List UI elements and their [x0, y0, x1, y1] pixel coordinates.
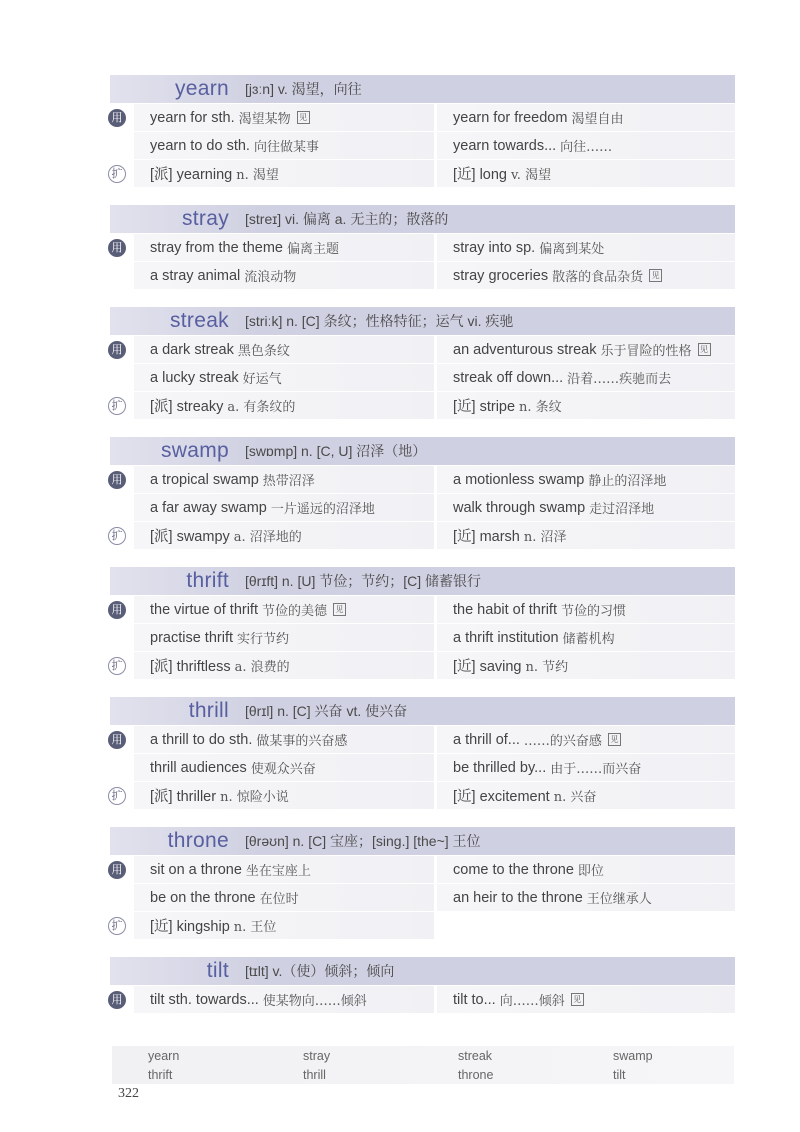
phrase-cell [134, 392, 434, 419]
usage-row [110, 132, 735, 159]
phrase-cell [437, 726, 735, 753]
extension-tag-icon: 扩 [108, 917, 126, 935]
phrase-english: an adventurous streak [453, 341, 597, 358]
phrase-chinese: a. 沼泽地的 [233, 530, 302, 545]
phrase-english: an heir to the throne [453, 889, 583, 906]
entry-swamp [110, 437, 735, 549]
phrase-chinese: n. 条纹 [519, 400, 562, 415]
summary-row [112, 1065, 734, 1084]
definition: [tɪlt] v.（使）倾斜；倾向 [245, 963, 395, 979]
phrase-english: [派] yearning [150, 167, 233, 183]
phrase-cell [134, 262, 434, 289]
usage-row [110, 262, 735, 289]
entry-header [110, 437, 735, 465]
usage-row [110, 754, 735, 781]
phrase-chinese: 渴望某物 [238, 112, 291, 127]
entry-header [110, 567, 735, 595]
usage-tag-icon: 用 [108, 341, 126, 359]
phrase-cell [437, 104, 735, 131]
usage-tag-icon: 用 [108, 109, 126, 127]
headword: streak [170, 309, 229, 332]
entry-header [110, 205, 735, 233]
phrase-english: [近] marsh [453, 529, 520, 545]
phrase-english: be on the throne [150, 889, 256, 906]
definition: [swɒmp] n. [C, U] 沼泽（地） [245, 443, 427, 459]
extension-tag-icon: 扩 [108, 657, 126, 675]
phrase-english: a motionless swamp [453, 471, 585, 488]
usage-row [110, 726, 735, 753]
definition: [streɪ] vi. 偏离 a. 无主的；散落的 [245, 211, 449, 227]
entry-streak [110, 307, 735, 419]
phrase-english: streak off down... [453, 369, 564, 386]
phrase-cell [134, 104, 434, 131]
phrase-cell [134, 522, 434, 549]
phrase-chinese: ……的兴奋感 [523, 734, 602, 749]
phrase-cell [134, 234, 434, 261]
usage-row [110, 522, 735, 549]
usage-row [110, 160, 735, 187]
summary-word: throne [458, 1067, 494, 1082]
phrase-english: [近] saving [453, 659, 522, 675]
entry-header [110, 75, 735, 103]
phrase-cell [437, 652, 735, 679]
definition: [θrɪft] n. [U] 节俭；节约；[C] 储蓄银行 [245, 573, 482, 589]
phrase-english: [派] streaky [150, 399, 224, 415]
phrase-chinese: 偏离主题 [286, 242, 339, 257]
entry-thrill [110, 697, 735, 809]
phrase-english: stray groceries [453, 267, 549, 284]
phrase-english: [派] swampy [150, 529, 230, 545]
phrase-cell [134, 726, 434, 753]
summary-word: thrift [148, 1067, 173, 1082]
phrase-chinese: 黑色条纹 [237, 344, 290, 359]
phrase-english: [派] thriftless [150, 659, 231, 675]
phrase-chinese: 静止的沼泽地 [588, 474, 667, 489]
phrase-english: the virtue of thrift [150, 601, 258, 618]
summary-word: swamp [613, 1048, 653, 1063]
phrase-cell [134, 336, 434, 363]
usage-tag-icon: 用 [108, 471, 126, 489]
headword: yearn [174, 77, 229, 100]
phrase-cell [437, 494, 735, 521]
phrase-english: practise thrift [150, 629, 233, 646]
phrase-cell [437, 234, 735, 261]
phrase-english: a far away swamp [150, 499, 267, 516]
extension-tag-icon: 扩 [108, 165, 126, 183]
phrase-cell [437, 754, 735, 781]
phrase-chinese: 向往做某事 [253, 140, 319, 155]
phrase-cell [437, 160, 735, 187]
example-box-icon: 见 [571, 993, 584, 1006]
usage-tag-icon: 用 [108, 239, 126, 257]
phrase-english: sit on a throne [150, 861, 242, 878]
summary-word: tilt [613, 1067, 626, 1082]
phrase-chinese: 热带沼泽 [262, 474, 315, 489]
summary-word: streak [458, 1048, 493, 1063]
phrase-chinese: 向……倾斜 [499, 994, 565, 1009]
phrase-chinese: 渴望自由 [571, 112, 624, 127]
phrase-english: the habit of thrift [453, 601, 557, 618]
phrase-english: yearn towards... [453, 137, 557, 154]
phrase-cell [134, 652, 434, 679]
phrase-english: [近] excitement [453, 789, 550, 805]
phrase-english: [近] long [453, 167, 507, 183]
phrase-english: [近] stripe [453, 399, 516, 415]
phrase-english: stray into sp. [453, 239, 536, 256]
phrase-chinese: 使观众兴奋 [250, 762, 316, 777]
phrase-chinese: 向往…… [560, 140, 613, 155]
summary-word: yearn [148, 1048, 180, 1063]
phrase-chinese: v. 渴望 [511, 168, 552, 183]
extension-tag-icon: 扩 [108, 787, 126, 805]
phrase-cell [437, 364, 735, 391]
phrase-english: thrill audiences [150, 759, 247, 776]
phrase-english: [派] thriller [150, 789, 217, 805]
entry-stray [110, 205, 735, 289]
phrase-chinese: a. 浪费的 [234, 660, 290, 675]
usage-row [110, 782, 735, 809]
phrase-chinese: 实行节约 [237, 632, 290, 647]
phrase-cell [134, 884, 434, 911]
entry-list [110, 75, 735, 1031]
phrase-english: yearn for freedom [453, 109, 568, 126]
usage-row [110, 392, 735, 419]
example-box-icon: 见 [649, 269, 662, 282]
phrase-cell [134, 364, 434, 391]
definition: [jɜːn] v. 渴望，向往 [245, 81, 362, 97]
phrase-chinese: 偏离到某处 [539, 242, 605, 257]
phrase-cell [437, 624, 735, 651]
summary-row [112, 1046, 734, 1065]
headword: thrift [186, 569, 229, 592]
entry-header [110, 697, 735, 725]
phrase-chinese: 使某物向……倾斜 [262, 994, 367, 1009]
phrase-chinese: 散落的食品杂货 [552, 270, 644, 285]
definition: [striːk] n. [C] 条纹；性格特征；运气 vi. 疾驰 [245, 313, 514, 329]
phrase-cell [134, 912, 434, 939]
phrase-cell [134, 754, 434, 781]
phrase-cell [134, 782, 434, 809]
phrase-chinese: 节俭的美德 [262, 604, 328, 619]
phrase-chinese: 沿着……疾驰而去 [567, 372, 672, 387]
phrase-chinese: 走过沼泽地 [589, 502, 655, 517]
example-box-icon: 见 [608, 733, 621, 746]
phrase-cell [134, 466, 434, 493]
phrase-english: a stray animal [150, 267, 241, 284]
phrase-cell [437, 986, 735, 1013]
definition: [θrəʊn] n. [C] 宝座；[sing.] [the~] 王位 [245, 833, 481, 849]
phrase-cell [437, 132, 735, 159]
phrase-cell [437, 522, 735, 549]
entry-header [110, 827, 735, 855]
phrase-cell [437, 782, 735, 809]
phrase-chinese: n. 渴望 [236, 168, 279, 183]
usage-row [110, 624, 735, 651]
entry-header [110, 957, 735, 985]
phrase-chinese: 做某事的兴奋感 [256, 734, 348, 749]
phrase-chinese: 即位 [577, 864, 604, 879]
usage-row [110, 234, 735, 261]
phrase-english: a thrift institution [453, 629, 559, 646]
phrase-english: be thrilled by... [453, 759, 547, 776]
summary-word: thrill [303, 1067, 326, 1082]
word-summary-table [112, 1046, 734, 1084]
extension-tag-icon: 扩 [108, 397, 126, 415]
phrase-chinese: 一片遥远的沼泽地 [270, 502, 375, 517]
usage-tag-icon: 用 [108, 601, 126, 619]
phrase-chinese: 储蓄机构 [562, 632, 615, 647]
usage-row [110, 856, 735, 883]
headword: stray [181, 207, 229, 230]
phrase-english: a lucky streak [150, 369, 239, 386]
usage-row [110, 494, 735, 521]
entry-throne [110, 827, 735, 939]
summary-word: stray [303, 1048, 331, 1063]
phrase-english: tilt sth. towards... [150, 991, 259, 1008]
phrase-english: yearn for sth. [150, 109, 235, 126]
headword: swamp [160, 439, 229, 462]
usage-row [110, 652, 735, 679]
phrase-english: a tropical swamp [150, 471, 259, 488]
phrase-chinese: 在位时 [259, 892, 299, 907]
example-box-icon: 见 [297, 111, 310, 124]
phrase-cell [134, 856, 434, 883]
phrase-chinese: n. 节约 [525, 660, 569, 675]
phrase-chinese: n. 沼泽 [523, 530, 567, 545]
phrase-cell [134, 160, 434, 187]
example-box-icon: 见 [333, 603, 346, 616]
usage-row [110, 364, 735, 391]
phrase-english: walk through swamp [453, 499, 586, 516]
phrase-chinese: n. 兴奋 [553, 790, 597, 805]
phrase-cell [437, 884, 735, 911]
phrase-chinese: a. 有条纹的 [227, 400, 296, 415]
page-number: 322 [118, 1086, 139, 1101]
phrase-chinese: 节俭的习惯 [560, 604, 626, 619]
definition: [θrɪl] n. [C] 兴奋 vt. 使兴奋 [245, 703, 408, 719]
phrase-cell [134, 494, 434, 521]
phrase-chinese: n. 王位 [233, 920, 277, 935]
headword: tilt [206, 959, 229, 982]
phrase-chinese: 坐在宝座上 [245, 864, 311, 879]
usage-tag-icon: 用 [108, 731, 126, 749]
entry-tilt [110, 957, 735, 1013]
usage-row [110, 884, 735, 911]
usage-tag-icon: 用 [108, 861, 126, 879]
phrase-cell [437, 336, 735, 363]
extension-tag-icon: 扩 [108, 527, 126, 545]
phrase-cell [437, 856, 735, 883]
phrase-cell [437, 596, 735, 623]
entry-thrift [110, 567, 735, 679]
usage-tag-icon: 用 [108, 991, 126, 1009]
phrase-english: a thrill to do sth. [150, 731, 253, 748]
phrase-english: yearn to do sth. [150, 137, 250, 154]
phrase-cell [134, 596, 434, 623]
entry-yearn [110, 75, 735, 187]
phrase-chinese: 王位继承人 [586, 892, 652, 907]
usage-row [110, 336, 735, 363]
phrase-cell [437, 392, 735, 419]
phrase-chinese: 乐于冒险的性格 [600, 344, 692, 359]
usage-row [110, 466, 735, 493]
phrase-cell [134, 986, 434, 1013]
phrase-english: a thrill of... [453, 731, 520, 748]
usage-row [110, 912, 735, 939]
phrase-english: a dark streak [150, 341, 234, 358]
phrase-english: come to the throne [453, 861, 574, 878]
usage-row [110, 596, 735, 623]
phrase-chinese: 由于……而兴奋 [550, 762, 642, 777]
phrase-cell [437, 466, 735, 493]
headword: thrill [188, 699, 229, 722]
phrase-english: [近] kingship [150, 919, 230, 935]
entry-header [110, 307, 735, 335]
phrase-cell [134, 624, 434, 651]
example-box-icon: 见 [698, 343, 711, 356]
headword: throne [167, 829, 229, 852]
phrase-english: tilt to... [453, 991, 496, 1008]
phrase-chinese: 好运气 [242, 372, 282, 387]
usage-row [110, 986, 735, 1013]
phrase-english: stray from the theme [150, 239, 283, 256]
phrase-cell [437, 262, 735, 289]
phrase-chinese: n. 惊险小说 [220, 790, 289, 805]
usage-row [110, 104, 735, 131]
phrase-chinese: 流浪动物 [244, 270, 297, 285]
phrase-cell [134, 132, 434, 159]
